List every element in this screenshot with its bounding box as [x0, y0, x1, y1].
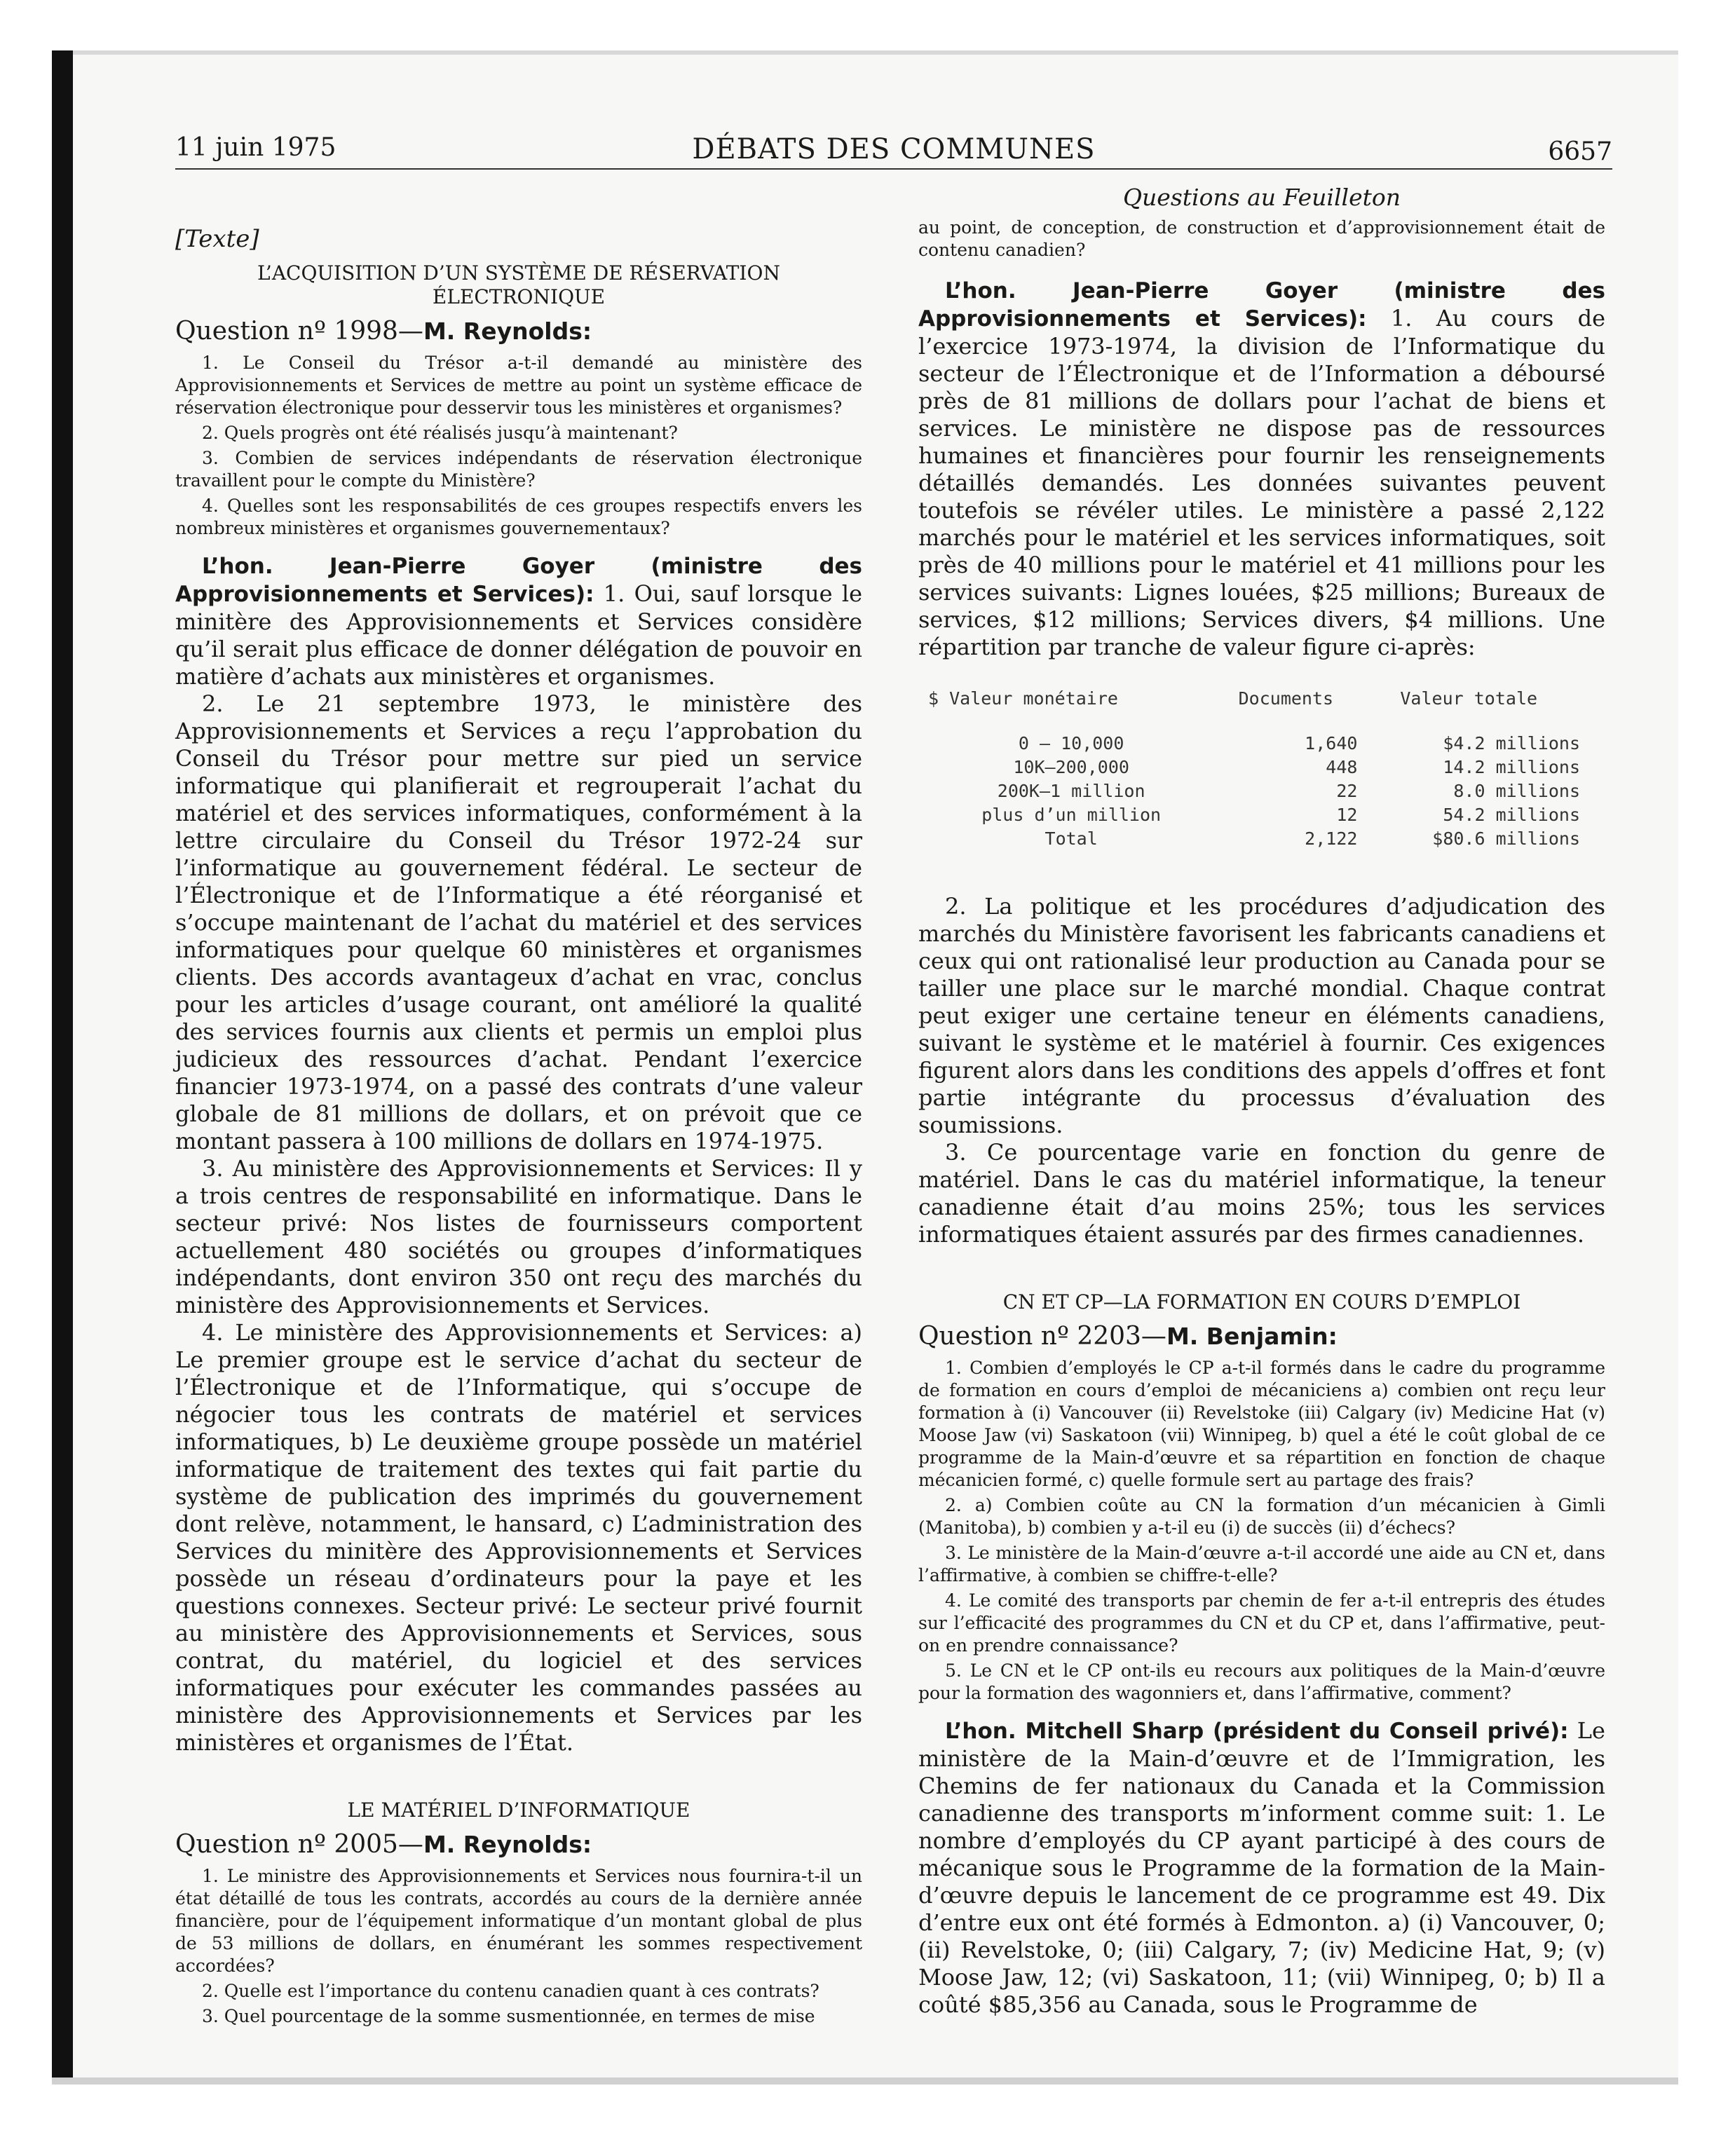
table-cell: 22 [1336, 781, 1358, 801]
table-cell: 54.2 millions [1443, 805, 1580, 825]
running-head: Questions au Feuilleton [1123, 184, 1401, 211]
table-cell: 0 – 10,000 [1018, 733, 1124, 753]
question-item: 3. Combien de services indépendants de réservation électronique travaillent pour le compte du Ministère? [175, 448, 862, 491]
table-cell: Total [1045, 828, 1098, 849]
question-continuation [918, 217, 1605, 261]
question-item: 4. Le comité des transports par chemin de fer a-t-il entrepris des études sur l’efficacité des programmes du CN et du CP et, dans l’affirmative, peut-on en prendre connaissance? [918, 1590, 1605, 1656]
table-cell: 8.0 millions [1453, 781, 1580, 801]
table-cell: 12 [1336, 805, 1358, 825]
question-item: 5. Le CN et le CP ont-ils eu recours aux politiques de la Main-d’œuvre pour la formation des wagonniers et, dans l’affirmative, comment? [918, 1660, 1605, 1703]
texte-marker: [Texte] [175, 225, 259, 253]
question-member: M. Reynolds: [423, 318, 592, 345]
header-date: 11 juin 1975 [175, 133, 336, 162]
question-list-2005 [175, 1865, 862, 2028]
question-item: 3. Quel pourcentage de la somme susmentionnée, en termes de mise [202, 2006, 815, 2026]
header-page-number: 6657 [1548, 137, 1612, 166]
question-number: Question nº 2203— [918, 1322, 1166, 1351]
answer-paragraph: 3. Ce pourcentage varie en fonction du genre de matériel. Dans le cas du matériel informatique, la teneur canadienne était d’au moins 25%; tous les services informatiques étaient assurés par des firmes canadiennes. [918, 1139, 1605, 1248]
table-header-cell: Valeur totale [1400, 688, 1538, 709]
section-title-cn-cp: CN ET CP—LA FORMATION EN COURS D’EMPLOI [1002, 1290, 1521, 1314]
answer-text: 1. Oui, sauf lorsque le minitère des Approvisionnements et Services considère qu’il serait plus efficace de donner délégation de pouvoir en matière d’achats aux ministères et organismes. [175, 580, 862, 690]
answer-paragraph [918, 1717, 1605, 2019]
question-item: 1. Le ministre des Approvisionnements et Services nous fournira-t-il un état détaillé de tous les contrats, accordés au cours de la dernière année financière, pour de l’équipement informatique d’un montant global de plus de 53 millions de dollars, en énumérant les sommes respectivement accordées? [175, 1866, 862, 1976]
question-member: M. Benjamin: [1166, 1323, 1338, 1350]
table-cell: 14.2 millions [1443, 757, 1580, 777]
question-number: Question nº 1998— [175, 317, 423, 346]
question-list-1998 [175, 352, 862, 540]
table-row [928, 756, 1580, 779]
question-heading-2203 [918, 1323, 1605, 1350]
table-row [928, 779, 1580, 803]
question-item: 4. Quelles sont les responsabilités de ces groupes respectifs envers les nombreux ministères et organismes gouvernementaux? [175, 496, 862, 538]
answer-speaker: L’hon. Jean-Pierre Goyer (ministre des Approvisionnements et Services): [175, 554, 862, 607]
table-row [928, 732, 1580, 756]
table-total-row [928, 827, 1580, 851]
question-item: 3. Le ministère de la Main-d’œuvre a-t-il accordé une aide au CN et, dans l’affirmative, à combien se chiffre-t-elle? [918, 1543, 1605, 1585]
question-item: 2. Quelle est l’importance du contenu canadien quant à ces contrats? [202, 1981, 819, 2001]
right-column [918, 184, 1605, 2019]
scan-border-bottom [52, 2077, 1678, 2085]
table-row [928, 803, 1580, 827]
table-cell: $4.2 millions [1443, 733, 1580, 753]
page-header [175, 133, 1612, 170]
table-cell: 200K—1 million [997, 781, 1145, 801]
answer-text: Le ministère de la Main-d’œuvre et de l’Immigration, les Chemins de fer nationaux du Canada et la Commission canadienne des transports m’informent comme suit: 1. Le nombre d’employés du CP ayant participé à des cours de mécanique sous le Programme de la formation de la Main-d’œuvre depuis le lancement de ce programme est 49. Dix d’entre eux ont été formés à Edmonton. a) (i) Vancouver, 0; (ii) Revelstoke, 0; (iii) Calgary, 7; (iv) Medicine Hat, 9; (v) Moose Jaw, 12; (vi) Saskatoon, 11; (vii) Winnipeg, 0; b) Il a coûté $85,356 au Canada, sous le Programme de [918, 1717, 1605, 2018]
question-heading-2005 [175, 1831, 862, 1858]
answer-paragraph: 2. La politique et les procédures d’adjudication des marchés du Ministère favorisent les fabricants canadiens et ceux qui ont rationalisé leur production au Canada pour se tailler une place sur le marché mondial. Chaque contrat peut exiger une certaine teneur en éléments canadiens, suivant le système et le matériel à fournir. Ces exigences figurent alors dans les conditions des appels d’offres et font partie intégrante du processus d’évaluation des soumissions. [918, 893, 1605, 1138]
answer-paragraph [175, 552, 862, 690]
answer-paragraph: 2. Le 21 septembre 1973, le ministère des Approvisionnements et Services a reçu l’approbation du Conseil du Trésor pour mettre sur pied un service informatique qui planifierait et regrouperait l’achat du matériel et des services informatiques, conformément à la lettre circulaire du Conseil du Trésor 1972-24 sur l’informatique au gouvernement fédéral. Le secteur de l’Électronique et de l’Informatique a été réorganisé et s’occupe maintenant de l’achat du matériel et des services informatiques pour quelque 60 ministères et organismes clients. Des accords avantageux d’achat en vrac, conclus pour les articles d’usage courant, ont amélioré la qualité des services fournis aux clients et permis un emploi plus judicieux des ressources d’achat. Pendant l’exercice financier 1973-1974, on a passé des contrats d’une valeur globale de 81 millions de dollars, et on prévoit que ce montant passera à 100 millions de dollars en 1974-1975. [175, 690, 862, 1154]
section-title-reservation: L’ACQUISITION D’UN SYSTÈME DE RÉSERVATION ÉLECTRONIQUE [257, 261, 780, 308]
answer-paragraph [918, 277, 1605, 661]
question-item: 1. Combien d’employés le CP a-t-il formés dans le cadre du programme de formation en cours d’emploi de mécaniciens a) combien ont reçu leur formation à (i) Vancouver (ii) Revelstoke (iii) Calgary (iv) Medicine Hat (v) Moose Jaw (vi) Saskatoon (vii) Winnipeg, b) quel a été le coût global de ce programme de la Main-d’œuvre et sa répartition en fonction de chaque mécanicien formé, c) quelle formule sert au partage des frais? [918, 1358, 1605, 1490]
question-item: 1. Le Conseil du Trésor a-t-il demandé au ministère des Approvisionnements et Services de mettre au point un système efficace de réservation électronique pour desservir tous les ministères et organismes? [175, 353, 862, 418]
question-item: 2. Quels progrès ont été réalisés jusqu’à maintenant? [202, 423, 678, 443]
table-cell: 2,122 [1305, 828, 1358, 849]
scan-border-left [52, 50, 73, 2082]
question-item: 2. a) Combien coûte au CN la formation d’un mécanicien à Gimli (Manitoba), b) combien y a-t-il eu (i) de succès (ii) d’échecs? [918, 1495, 1605, 1538]
answer-paragraph: 4. Le ministère des Approvisionnements et Services: a) Le premier groupe est le service d’achat du secteur de l’Électronique et de l’Informatique, qui s’occupe de négocier tous les contrats de matériel et services informatiques, b) Le deuxième groupe possède un matériel informatique de traitement des textes qui fait partie du système de publication des imprimés du gouvernement dont relève, notamment, le hansard, c) L’administration des Services du minitère des Approvisionnements et Services possède un réseau d’ordinateurs pour la paye et les questions connexes. Secteur privé: Le secteur privé fournit au ministère des Approvisionnements et Services, sous contrat, du matériel, du logiciel et des services informatiques pour exécuter les commandes passées au ministère des Approvisionnements et Services par les ministères et organismes de l’État. [175, 1319, 862, 1756]
table-cell: $80.6 millions [1432, 828, 1580, 849]
table-cell: plus d’un million [981, 805, 1162, 825]
question-heading-1998 [175, 318, 862, 345]
contracts-table [928, 685, 1580, 851]
answer-paragraph: 3. Au ministère des Approvisionnements et Services: Il y a trois centres de responsabilité en informatique. Dans le secteur privé: Nos listes de fournisseurs comportent actuellement 480 sociétés ou groupes d’informatiques indépendants, dont environ 350 ont reçu des marchés du ministère des Approvisionnements et Services. [175, 1155, 862, 1318]
question-number: Question nº 2005— [175, 1830, 423, 1859]
left-column [175, 184, 862, 2031]
table-cell: 10K—200,000 [1013, 757, 1129, 777]
table-cell: 448 [1326, 757, 1358, 777]
question-list-2203 [918, 1357, 1605, 1705]
table-header-row [928, 685, 1580, 732]
section-title-materiel: LE MATÉRIEL D’INFORMATIQUE [347, 1799, 690, 1822]
answer-text: 1. Au cours de l’exercice 1973-1974, la division de l’Informatique du secteur de l’Électronique et de l’Information a déboursé près de 81 millions de dollars pour l’achat de biens et services. Le ministère ne dispose pas de ressources humaines et financières pour fournir les renseignements détaillés demandés. Les données suivantes peuvent toutefois se révéler utiles. Le ministère a passé 2,122 marchés pour le matériel et les services informatiques, soit près de 40 millions pour le matériel et 41 millions pour les services suivants: Lignes louées, $25 millions; Bureaux de services, $12 millions; Services divers, $4 millions. Une répartition par tranche de valeur figure ci-après: [918, 305, 1605, 660]
table-header-cell: Documents [1238, 688, 1334, 709]
answer-speaker: L’hon. Mitchell Sharp (président du Conseil privé): [945, 1719, 1569, 1744]
table-cell: 1,640 [1305, 733, 1358, 753]
question-member: M. Reynolds: [423, 1831, 592, 1858]
table-header-cell: $ Valeur monétaire [928, 688, 1118, 709]
answer-speaker: L’hon. Jean-Pierre Goyer (ministre des Approvisionnements et Services): [918, 278, 1605, 332]
question-item: au point, de conception, de construction et d’approvisionnement était de contenu canadien? [918, 217, 1605, 260]
header-title: DÉBATS DES COMMUNES [692, 133, 1096, 165]
